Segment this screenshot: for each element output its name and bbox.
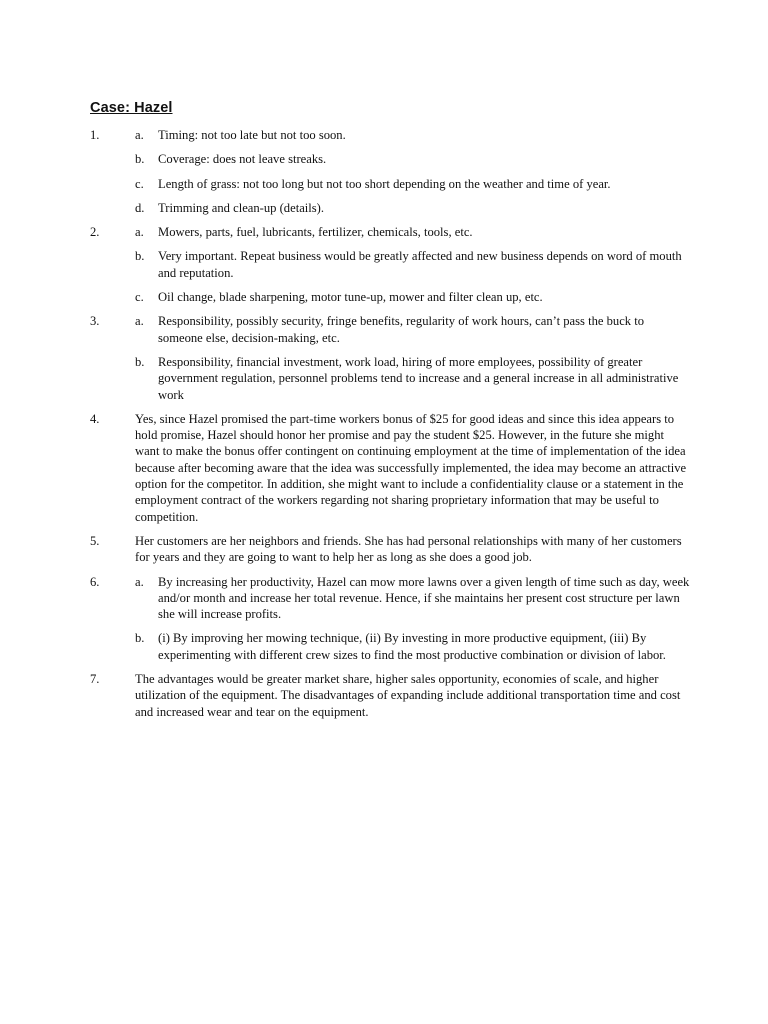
part-text: Very important. Repeat business would be greatly affected and new business depends on word of mouth and reputation. [158, 249, 682, 280]
answer-number: 4. [90, 411, 100, 426]
answer-item [90, 411, 690, 525]
answer-number: 1. [90, 128, 100, 142]
part-text: Mowers, parts, fuel, lubricants, fertilizer, chemicals, tools, etc. [158, 225, 473, 240]
answer-part [135, 248, 690, 281]
answer-part [135, 224, 690, 240]
answer-part [135, 289, 690, 305]
part-text: Responsibility, financial investment, work load, hiring of more employees, possibility of greater government regulation, personnel problems tend to increase and a general increase in all administrative work [158, 354, 679, 402]
part-letter: a. [135, 225, 144, 240]
part-letter: b. [135, 249, 145, 264]
part-letter: b. [135, 152, 145, 167]
answer-part [135, 630, 690, 663]
part-letter: d. [135, 200, 145, 215]
answer-item [90, 127, 690, 216]
part-letter: b. [135, 631, 145, 646]
part-letter: c. [135, 176, 144, 191]
answer-number: 6. [90, 574, 100, 589]
part-text: Oil change, blade sharpening, motor tune-up, mower and filter clean up, etc. [158, 290, 543, 305]
part-text: Responsibility, possibly security, fringe benefits, regularity of work hours, can’t pass the buck to someone else, decision-making, etc. [158, 314, 645, 345]
answer-text: Yes, since Hazel promised the part-time workers bonus of $25 for good ideas and since this idea appears to hold promise, Hazel should honor her promise and pay the student $25. However, in the future she might want to make the bonus offer contingent on continuing employment at the time of implementation of the idea because after becoming aware that the idea was successfully implemented, the idea may become an attractive option for the competitor. In addition, she might want to include a confidentiality clause or a statement in the employment contract of the workers regarding not sharing proprietary information that may be useful to competition. [135, 411, 687, 524]
answer-item [90, 533, 690, 566]
answer-text: The advantages would be greater market share, higher sales opportunity, economies of scale, and higher utilization of the equipment. The disadvantages of expanding include additional transportation time and cost and increased wear and tear on the equipment. [135, 672, 681, 719]
case-title: Case: Hazel [90, 100, 173, 116]
answer-number: 3. [90, 314, 100, 329]
answer-number: 5. [90, 533, 100, 548]
answer-part [135, 313, 690, 346]
answer-part [135, 354, 690, 403]
part-text: Trimming and clean-up (details). [158, 200, 325, 215]
part-text: (i) By improving her mowing technique, (ii) By investing in more productive equipment, (iii) By experimenting with different crew sizes to find the most productive combination or division of labor. [158, 631, 666, 662]
part-letter: a. [135, 574, 144, 589]
answer-part [135, 574, 690, 623]
part-text: Coverage: does not leave streaks. [158, 152, 327, 167]
part-text: Length of grass: not too long but not too short depending on the weather and time of year. [158, 176, 611, 191]
answer-number: 2. [90, 225, 100, 240]
answer-part [135, 176, 690, 192]
answer-item [90, 313, 690, 402]
part-letter: c. [135, 290, 144, 305]
part-text: Timing: not too late but not too soon. [158, 128, 346, 142]
part-text: By increasing her productivity, Hazel can mow more lawns over a given length of time such as day, week and/or month and increase her total revenue. Hence, if she maintains her present cost structure per lawn she will increase profits. [158, 574, 690, 622]
answer-number: 7. [90, 672, 100, 687]
answer-text: Her customers are her neighbors and friends. She has had personal relationships with many of her customers for years and they are going to want to help her as long as she does a good job. [135, 533, 682, 565]
part-letter: b. [135, 354, 145, 369]
answer-part [135, 151, 690, 167]
answer-item [90, 574, 690, 663]
answer-item [90, 671, 690, 720]
part-letter: a. [135, 314, 144, 329]
answer-part [135, 200, 690, 216]
answer-part [135, 127, 690, 143]
answer-item [90, 224, 690, 305]
answer-list [90, 127, 690, 728]
part-letter: a. [135, 128, 144, 142]
